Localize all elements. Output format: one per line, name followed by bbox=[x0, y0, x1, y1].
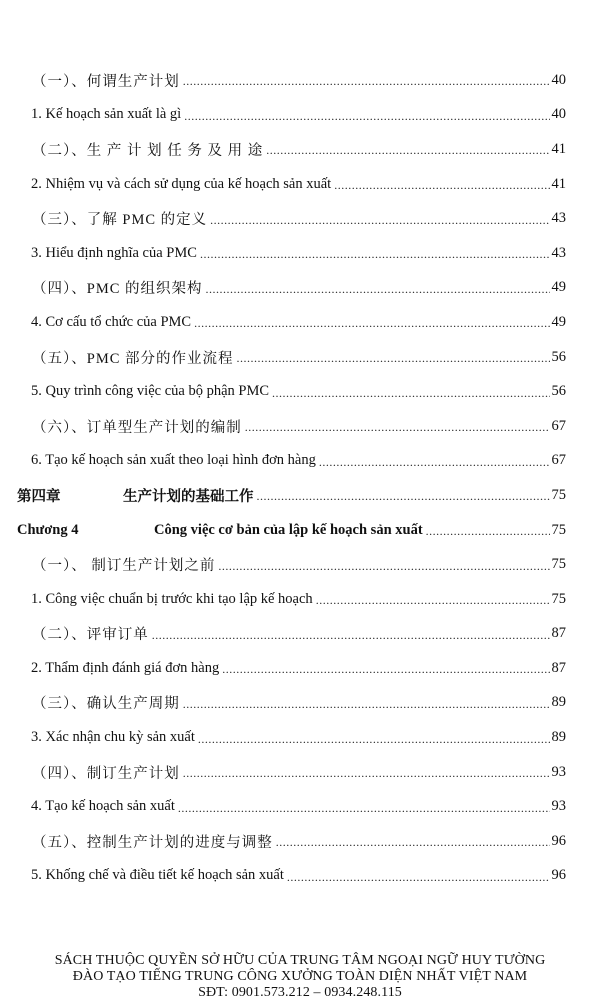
toc-entry-title: （二）、生 产 计 划 任 务 及 用 途 bbox=[32, 142, 264, 159]
dot-leader bbox=[222, 661, 549, 677]
toc-entry[interactable] bbox=[0, 340, 600, 375]
toc-entry[interactable] bbox=[0, 444, 600, 479]
toc-entry[interactable] bbox=[0, 859, 600, 894]
toc-entry[interactable] bbox=[0, 617, 600, 652]
toc-entry-title: 5. Quy trình công việc của bộ phận PMC bbox=[31, 383, 270, 400]
toc-entry[interactable] bbox=[0, 63, 600, 98]
toc-entry-title: （三）、了解 PMC 的定义 bbox=[32, 212, 208, 229]
toc-entry-title: 3. Xác nhận chu kỳ sản xuất bbox=[31, 729, 195, 746]
toc-entry-title: 1. Công việc chuẩn bị trước khi tạo lập kế hoạch bbox=[31, 590, 313, 607]
dot-leader bbox=[218, 558, 549, 574]
footer bbox=[0, 953, 600, 1001]
toc-entry-title: （一）、何谓生产计划 bbox=[32, 73, 180, 90]
toc-entry[interactable] bbox=[0, 98, 600, 133]
dot-leader bbox=[245, 419, 550, 435]
dot-leader bbox=[184, 108, 549, 124]
dot-leader bbox=[183, 765, 550, 781]
toc-entry-title: 2. Nhiệm vụ và cách sử dụng của kế hoạch sản xuất bbox=[31, 175, 332, 192]
toc-entry[interactable] bbox=[0, 789, 600, 824]
toc-entry[interactable] bbox=[0, 305, 600, 340]
toc-entry-page: 56 bbox=[551, 383, 566, 400]
toc-entry-title: 4. Cơ cấu tổ chức của PMC bbox=[31, 313, 192, 330]
footer-phone: SĐT: 0901.573.212 – 0934.248.115 bbox=[198, 985, 402, 1000]
dot-leader bbox=[237, 350, 550, 366]
dot-leader bbox=[183, 696, 550, 712]
dot-leader bbox=[152, 627, 550, 643]
dot-leader bbox=[257, 488, 550, 504]
toc-entry-page: 87 bbox=[551, 659, 566, 676]
toc-entry-title: （三）、确认生产周期 bbox=[32, 696, 180, 713]
toc-entry-page: 40 bbox=[551, 71, 566, 88]
toc-entry-title: （六）、订单型生产计划的编制 bbox=[32, 419, 242, 436]
toc-entry-page: 87 bbox=[551, 625, 566, 642]
toc-entry[interactable] bbox=[0, 167, 600, 202]
toc-entry[interactable] bbox=[0, 686, 600, 721]
footer-tagline: ĐÀO TẠO TIẾNG TRUNG CÔNG XƯỞNG TOÀN DIỆN NHẤT VIỆT NAM bbox=[72, 969, 528, 984]
toc-entry[interactable] bbox=[0, 824, 600, 859]
toc-entry-title: （五）、控制生产计划的进度与调整 bbox=[32, 834, 273, 851]
toc-entry[interactable] bbox=[0, 271, 600, 306]
chapter-number: 第四章 bbox=[17, 488, 61, 505]
chapter-name: 生产计划的基础工作 bbox=[123, 488, 254, 505]
dot-leader bbox=[276, 834, 550, 850]
toc-entry[interactable] bbox=[0, 582, 600, 617]
dot-leader bbox=[210, 212, 549, 228]
toc-entry-page: 56 bbox=[551, 348, 566, 365]
toc-entry-title: （四）、制订生产计划 bbox=[32, 765, 180, 782]
toc-entry[interactable] bbox=[0, 236, 600, 271]
toc-entry-page: 41 bbox=[551, 175, 566, 192]
chapter-name: Công việc cơ bản của lập kế hoạch sản xuất bbox=[154, 521, 423, 538]
toc-entry-page: 40 bbox=[551, 106, 566, 123]
chapter-number: Chương 4 bbox=[17, 521, 79, 538]
footer-owner-line: SÁCH THUỘC QUYỀN SỞ HỮU CỦA TRUNG TÂM NGOẠI NGỮ HUY TƯỜNG bbox=[54, 953, 546, 968]
toc-entry[interactable] bbox=[0, 374, 600, 409]
toc-entry-title: 2. Thẩm định đánh giá đơn hàng bbox=[31, 659, 220, 676]
toc-entry-page: 43 bbox=[551, 210, 566, 227]
toc-entry[interactable] bbox=[0, 409, 600, 444]
toc-entry-title: （二）、评审订单 bbox=[32, 627, 149, 644]
dot-leader bbox=[183, 73, 550, 89]
toc-entry-title: 6. Tạo kế hoạch sản xuất theo loại hình đơn hàng bbox=[31, 452, 316, 469]
toc-entry-page: 96 bbox=[551, 867, 566, 884]
toc-entry-title: （五）、PMC 部分的作业流程 bbox=[32, 350, 234, 367]
dot-leader bbox=[194, 315, 549, 331]
toc-entry[interactable] bbox=[0, 201, 600, 236]
toc-entry-page: 49 bbox=[551, 313, 566, 330]
table-of-contents bbox=[0, 63, 600, 893]
dot-leader bbox=[266, 142, 549, 158]
toc-entry-title: 3. Hiểu định nghĩa của PMC bbox=[31, 244, 197, 261]
chapter-heading-vn[interactable] bbox=[0, 513, 600, 548]
toc-entry-page: 41 bbox=[551, 140, 566, 157]
toc-entry-title: 5. Khống chế và điều tiết kế hoạch sản xuất bbox=[31, 867, 284, 884]
dot-leader bbox=[178, 800, 550, 816]
toc-entry-page: 89 bbox=[551, 729, 566, 746]
toc-entry-page: 43 bbox=[551, 244, 566, 261]
toc-entry[interactable] bbox=[0, 547, 600, 582]
toc-entry-page: 93 bbox=[551, 798, 566, 815]
dot-leader bbox=[319, 454, 550, 470]
chapter-heading-cn[interactable] bbox=[0, 478, 600, 513]
chapter-title bbox=[0, 522, 424, 539]
toc-entry-page: 75 bbox=[551, 521, 566, 538]
toc-entry[interactable] bbox=[0, 132, 600, 167]
dot-leader bbox=[316, 592, 550, 608]
toc-entry-page: 67 bbox=[551, 452, 566, 469]
toc-entry-page: 93 bbox=[551, 763, 566, 780]
dot-leader bbox=[334, 177, 549, 193]
toc-entry[interactable] bbox=[0, 755, 600, 790]
dot-leader bbox=[287, 869, 550, 885]
toc-entry-page: 67 bbox=[551, 417, 566, 434]
toc-entry-page: 75 bbox=[551, 556, 566, 573]
toc-entry-title: 4. Tạo kế hoạch sản xuất bbox=[31, 798, 175, 815]
toc-entry[interactable] bbox=[0, 651, 600, 686]
toc-entry[interactable] bbox=[0, 720, 600, 755]
dot-leader bbox=[198, 731, 550, 747]
dot-leader bbox=[206, 281, 550, 297]
toc-entry-page: 75 bbox=[551, 486, 566, 503]
toc-entry-title: 1. Kế hoạch sản xuất là gì bbox=[31, 106, 182, 123]
toc-entry-title: （一）、 制订生产计划之前 bbox=[32, 558, 216, 575]
toc-entry-title: （四）、PMC 的组织架构 bbox=[32, 281, 203, 298]
toc-entry-page: 89 bbox=[551, 694, 566, 711]
toc-entry-page: 96 bbox=[551, 832, 566, 849]
dot-leader bbox=[200, 246, 550, 262]
chapter-title bbox=[0, 485, 255, 506]
toc-entry-page: 49 bbox=[551, 279, 566, 296]
dot-leader bbox=[426, 523, 550, 539]
dot-leader bbox=[272, 385, 549, 401]
toc-entry-page: 75 bbox=[551, 590, 566, 607]
